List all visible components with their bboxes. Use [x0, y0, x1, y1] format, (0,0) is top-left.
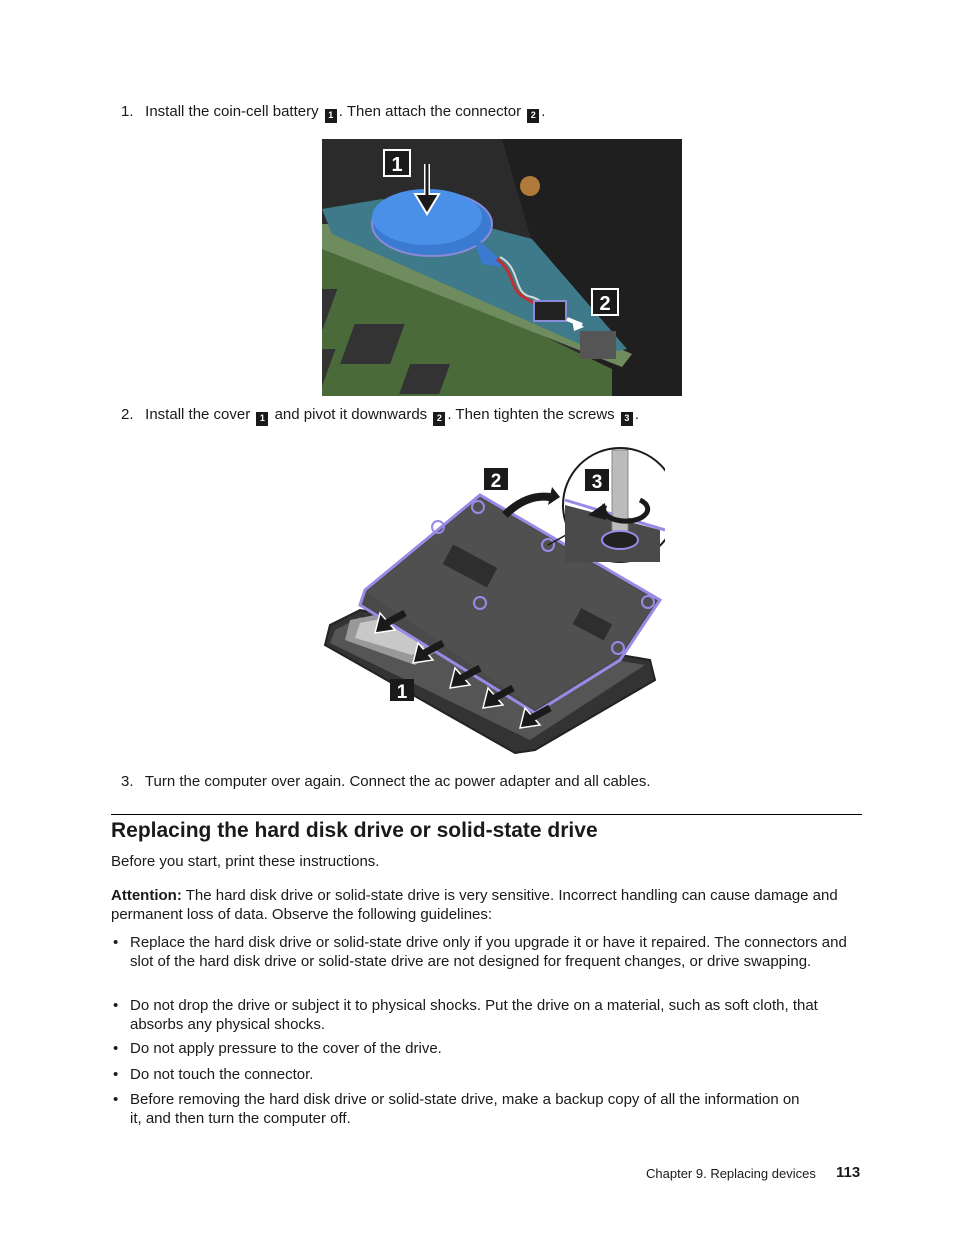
attention-label: Attention:: [111, 887, 182, 904]
step-text: .: [634, 406, 640, 423]
callout-badge: 1: [325, 109, 337, 123]
figure-callout: 1: [396, 682, 408, 703]
bullet-icon: •: [113, 997, 119, 1014]
list-item-text: Do not drop the drive or subject it to physical shocks. Put the drive on a material, such as soft cloth, that absorbs any physical shocks.: [130, 997, 818, 1033]
step-text: Turn the computer over again. Connect the ac power adapter and all cables.: [144, 773, 651, 790]
step-3: [121, 772, 650, 791]
section-title: Replacing the hard disk drive or solid-state drive: [111, 819, 598, 842]
callout-badge: 3: [621, 412, 633, 426]
bullet-icon: •: [113, 1040, 119, 1057]
list-item: [111, 1065, 863, 1084]
list-item: [111, 933, 863, 971]
figure-callout: 3: [591, 472, 603, 493]
list-item: [111, 1039, 863, 1058]
figure-callout: 2: [490, 471, 502, 492]
step-text: . Then attach the connector: [338, 103, 522, 120]
step-text: .: [541, 103, 546, 120]
list-item-text: Do not apply pressure to the cover of the drive.: [130, 1040, 442, 1057]
step-text: . Then tighten the screws: [447, 406, 615, 423]
footer-chapter: Chapter 9. Replacing devices: [646, 1166, 816, 1181]
page-number: 113: [836, 1164, 861, 1181]
section-divider: [111, 814, 862, 815]
step-number: 1.: [121, 103, 134, 120]
attention-text: The hard disk drive or solid-state drive is very sensitive. Incorrect handling can cause damage and permanent loss of data. Observe the following guidelines:: [111, 887, 838, 923]
step-text: Install the cover: [145, 406, 251, 423]
list-item-text: Replace the hard disk drive or solid-state drive only if you upgrade it or have it repaired. The connectors and slot of the hard disk drive or solid-state drive are not designed for frequent changes, or drive swapping.: [130, 934, 847, 970]
attention-paragraph: [111, 886, 863, 924]
intro-paragraph: Before you start, print these instructions.: [111, 853, 380, 870]
bullet-icon: •: [113, 1091, 119, 1108]
list-item-text: Do not touch the connector.: [130, 1066, 314, 1083]
step-number: 2.: [121, 406, 134, 423]
step-text: and pivot it downwards: [274, 406, 428, 423]
list-item: [111, 996, 863, 1034]
list-item: [111, 1090, 811, 1128]
step-number: 3.: [121, 773, 134, 790]
callout-badge: 1: [256, 412, 268, 426]
install-cover-illustration: [320, 445, 665, 760]
figure-callout: 1: [391, 154, 403, 176]
step-1: [121, 102, 545, 123]
step-2: [121, 405, 639, 426]
callout-badge: 2: [433, 412, 445, 426]
step-text: Install the coin-cell battery: [145, 103, 319, 120]
bullet-icon: •: [113, 1066, 119, 1083]
list-item-text: Before removing the hard disk drive or solid-state drive, make a backup copy of all the information on it, and then turn the computer off.: [130, 1091, 800, 1127]
callout-badge: 2: [527, 109, 539, 123]
figure-callout: 2: [599, 293, 611, 315]
bullet-icon: •: [113, 934, 119, 951]
coin-cell-battery-illustration: [322, 139, 682, 396]
